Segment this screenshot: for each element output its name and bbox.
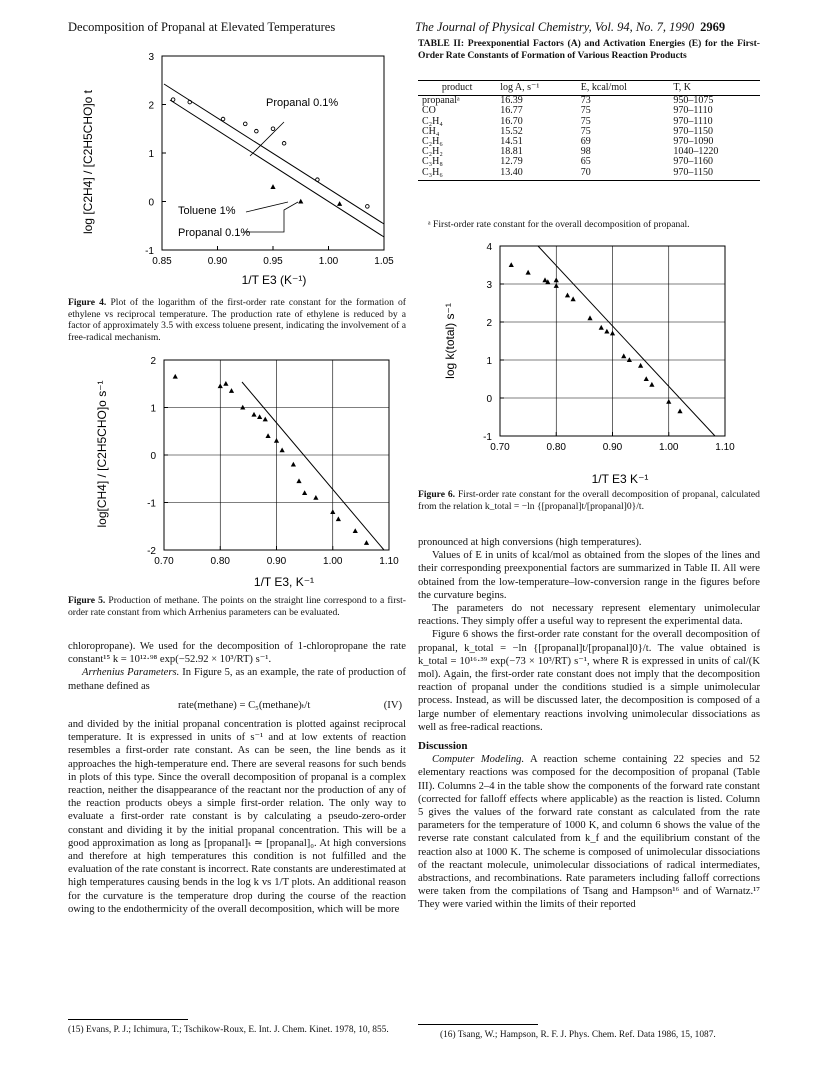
data-point — [366, 205, 370, 209]
data-point — [265, 433, 270, 438]
fig6-xlabel: 1/T E3 K⁻¹ — [591, 472, 649, 486]
table-2-col-header: product — [418, 81, 496, 96]
table-2-cell: 970–1150 — [673, 125, 713, 137]
data-point — [571, 296, 576, 301]
right-paragraph-5 — [418, 753, 760, 911]
running-head: Decomposition of Propanal at Elevated Temperatures — [68, 20, 336, 34]
data-point — [638, 363, 643, 368]
y-tick-label: -1 — [483, 432, 492, 443]
figure-6-caption-label: Figure 6. — [418, 489, 456, 500]
page-number: 2969 — [700, 20, 726, 34]
table-2-cell: CO — [422, 105, 436, 117]
data-point — [280, 447, 285, 452]
figure-5-plot — [74, 352, 404, 592]
table-2-cell: 970–1150 — [669, 168, 760, 181]
table-2-cell: 16.77 — [500, 105, 523, 117]
data-point — [330, 509, 335, 514]
footnote-16: (16) Tsang, W.; Hampson, R. F. J. Phys. Chem. Ref. Data 1986, 15, 1087. — [440, 1030, 716, 1040]
data-point — [677, 409, 682, 414]
table-2-cell: 65 — [580, 156, 591, 168]
table-2-cell: 75 — [580, 115, 591, 127]
fig4-label-propanal-top: Propanal 0.1% — [266, 97, 339, 109]
fig4-pointer-top — [250, 122, 284, 156]
arrhenius-heading: Arrhenius Parameters. — [82, 667, 180, 679]
table-2-cell: 970–1160 — [673, 156, 713, 168]
data-point — [604, 329, 609, 334]
data-point — [364, 540, 369, 545]
data-point — [526, 270, 531, 275]
fig4-ylabel: log [C2H4] / [C2H5CHO]o t — [81, 89, 95, 235]
left-paragraph-2 — [68, 666, 406, 692]
data-point — [353, 528, 358, 533]
data-point — [282, 142, 286, 146]
journal-citation — [415, 20, 725, 35]
y-tick-label: 3 — [148, 52, 154, 63]
x-tick-label: 0.90 — [266, 556, 287, 567]
table-2-cell: C₃H₆ — [418, 168, 496, 181]
table-2-cell: 970–1110 — [673, 115, 713, 127]
data-point — [313, 495, 318, 500]
fig5-xlabel: 1/T E3, K⁻¹ — [253, 575, 315, 589]
table-2-cell: CH₄ — [422, 125, 440, 137]
x-tick-label: 0.70 — [490, 442, 510, 453]
table-2-cell: 73 — [580, 95, 591, 107]
table-2-cell: 15.52 — [500, 125, 523, 137]
footnote-15: (15) Evans, P. J.; Ichimura, T.; Tschikow-Roux, E. Int. J. Chem. Kinet. 1978, 10, 855. — [68, 1025, 389, 1035]
x-tick-label: 0.70 — [154, 556, 174, 567]
table-2-cell: propanalᵃ — [422, 95, 460, 107]
right-paragraph-2: Values of E in units of kcal/mol as obtained from the slopes of the lines and their corresponding preexponential factors are summarized in Table II. All were obtained from the low-temperature–low-conversion range in the figures before the curvature begins. — [418, 550, 760, 601]
discussion-heading: Discussion — [418, 740, 468, 753]
table-2-grid — [418, 80, 760, 181]
right-paragraph-5-text: A reaction scheme containing 22 species and 52 elementary reactions was composed for the decomposition of propanal (Table III). Columns 2–4 in the table show the components of the forward rate constant (corrected for falloff effects where applicable) as the reaction is listed. Column 5 gives the values of the forward rate constant as calculated from the rate parameters for the temperature of 1000 K, and column 6 shows the value of the reverse rate constant calculated from k_f and the equilibrium constant of the reaction also at 1000 K. The scheme is composed of unimolecular dissociations of the reactant molecule, unimolecular dissociations of radical intermediates, abstractions, and recombinations. Rate parameters including falloff corrections were taken from the compilations of Tsang and Hampson¹⁶ and of Warnatz.¹⁷ They were varied within the limits of their reported — [418, 754, 760, 911]
data-point — [240, 405, 245, 410]
table-2-cell: 70 — [577, 168, 670, 181]
figure-6-caption-text: First-order rate constant for the overall decomposition of propanal, calculated from the relation k_total = −ln {[propanal]t/[propanal]0}/t. — [418, 489, 760, 512]
table-2-cell: 18.81 — [500, 146, 523, 158]
figure-6-caption — [418, 489, 760, 512]
data-point — [296, 478, 301, 483]
data-point — [298, 199, 303, 204]
table-2-cell: 12.79 — [500, 156, 523, 168]
data-point — [263, 417, 268, 422]
data-point — [649, 382, 654, 387]
x-tick-label: 0.90 — [207, 256, 228, 267]
journal-name: The Journal of Physical Chemistry, Vol. 94, No. 7, 1990 — [415, 20, 695, 34]
data-point — [666, 399, 671, 404]
y-tick-label: -2 — [147, 546, 156, 557]
figure-4-caption-text: Plot of the logarithm of the first-order rate constant for the formation of ethylene vs reciprocal temperature. The production rate of ethylene is reduced by a factor of approximately 3.5 with excess toluene present, indicating the involvement of a free-radical mechanism. — [68, 297, 406, 343]
table-2-cell: 69 — [580, 136, 591, 148]
data-point — [509, 262, 514, 267]
fig4-pointer-mid — [246, 202, 288, 212]
table-2-header-row — [418, 81, 760, 96]
table-2-cell: C₃H₈ — [422, 156, 443, 168]
data-point — [223, 381, 228, 386]
data-point — [610, 331, 615, 336]
data-point — [271, 127, 275, 131]
data-point — [337, 201, 342, 206]
left-footnote-rule — [68, 1019, 188, 1020]
right-footnote-rule — [418, 1024, 538, 1025]
table-2-title: TABLE II: Preexponential Factors (A) and Activation Energies (E) for the First-Order Rate Constants of Formation of Various Reaction Products — [418, 38, 760, 61]
data-point — [255, 129, 259, 133]
fig6-fit-line — [538, 246, 715, 436]
table-2-cell: 950–1075 — [673, 95, 714, 107]
table-2-cell: 970–1090 — [673, 136, 714, 148]
x-tick-label: 0.95 — [263, 256, 283, 267]
table-2-cell: C₂H₆ — [422, 136, 443, 148]
equation-IV-body: rate(methane) = C₅(methane)ₜ/t — [178, 699, 311, 711]
data-point — [565, 293, 570, 298]
x-tick-label: 0.90 — [602, 442, 623, 453]
y-tick-label: -1 — [145, 246, 154, 257]
data-point — [274, 438, 279, 443]
right-paragraph-3: The parameters do not necessary represent elementary unimolecular reactions. They simply offer a useful way to represent the experimental data. — [418, 603, 760, 628]
y-tick-label: 2 — [148, 100, 154, 112]
x-tick-label: 1.00 — [659, 442, 679, 453]
figure-6-plot — [440, 236, 740, 486]
figure-4-caption-label: Figure 4. — [68, 297, 107, 308]
x-tick-label: 1.05 — [374, 256, 394, 267]
table-2-cell: 75 — [580, 105, 591, 117]
data-point — [229, 388, 234, 393]
table-2-col-header: T, K — [669, 81, 760, 96]
data-point — [627, 357, 632, 362]
data-point — [243, 122, 247, 126]
y-tick-label: 4 — [486, 242, 492, 253]
table-2-row — [418, 168, 760, 181]
table-2-cell: 970–1110 — [673, 105, 713, 117]
x-tick-label: 1.10 — [715, 442, 735, 453]
table-2-cell: C₂H₄ — [422, 115, 443, 127]
figure-4-plot — [74, 52, 404, 290]
y-tick-label: 3 — [486, 280, 492, 291]
left-paragraph-2-text: In Figure 5, as an example, the rate of production of methane defined as — [68, 667, 406, 692]
data-point — [302, 490, 307, 495]
left-paragraph-3: and divided by the initial propanal concentration is plotted against reciprocal temperature. It is expressed in units of s⁻¹ and at low extents of reaction resembles a first-order rate constant. As can be seen, the line bends as it approaches the high-temperature end. There are several reasons for such bends in plots of this type. Since the overall decomposition of propanal is a complex reaction, neither the disappearance of the reactant nor the production of any of the reaction products obeys a simple first-order relation. The only way to evaluate a first-order rate constant is by calculating a pseudo-zero-order constant and dividing it by the initial propanal concentration. This will be a good approximation as long as [propanal]ₜ ≃ [propanal]₀. At high conversions and therefore at high temperatures this condition is not fulfilled and the evaluation of the rate constant is incorrect. Rate constants are underestimated at high temperatures causing bends in the log k vs 1/T plots. An additional reason for the curvature is the temperature drop during the course of the reaction owing to the endothermicity of the overall decomposition, which will be more — [68, 719, 406, 915]
table-2-cell: 16.70 — [500, 115, 523, 127]
left-column-text — [68, 640, 406, 916]
right-paragraph-1: pronounced at high conversions (high temperatures). — [418, 537, 642, 548]
x-tick-label: 1.10 — [379, 556, 399, 567]
y-tick-label: 1 — [148, 149, 154, 160]
fig4-label-propanal-bottom: Propanal 0.1% — [178, 227, 251, 239]
table-2-cell: 75 — [580, 125, 591, 137]
y-tick-label: -1 — [147, 498, 156, 510]
data-point — [621, 353, 626, 358]
table-2-cell: 14.51 — [500, 136, 523, 148]
fig4-xlabel: 1/T E3 (K⁻¹) — [241, 273, 307, 287]
fig4-pointer-bottom — [244, 202, 298, 232]
data-point — [251, 412, 256, 417]
x-tick-label: 0.80 — [546, 442, 566, 453]
figure-4-caption — [68, 297, 406, 343]
y-tick-label: 0 — [486, 394, 492, 405]
fig6-ylabel: log k(total) s⁻¹ — [443, 303, 457, 379]
figure-5-caption-text: Production of methane. The points on the straight line correspond to a first-order rate constant from which Arrhenius parameters can be evaluated. — [68, 595, 406, 618]
fig4-label-toluene: Toluene 1% — [178, 205, 236, 217]
data-point — [173, 374, 178, 379]
y-tick-label: 1 — [150, 403, 156, 415]
x-tick-label: 1.00 — [323, 556, 343, 567]
right-paragraph-4: Figure 6 shows the first-order rate constant for the overall decomposition of propanal, k_total = −ln {[propanal]t/[propanal]0}/t. The value obtained is k_total = 10¹⁶·³⁹ exp(−73 × 10³/RT) s⁻¹, where R is expressed in units of cal/(K mol). Again, the first-order rate constant does not imply that the decomposition reaction of propanal under the conditions studied is a simple unimolecular process. Instead, as will be discussed later, the decomposition is composed of a large number of elementary reactions involving unimolecular dissociations as well as free-radical reactions. — [418, 629, 760, 733]
table-2-cell: 1040–1220 — [673, 146, 719, 158]
y-tick-label: 0 — [150, 451, 156, 462]
y-tick-label: 0 — [148, 197, 154, 209]
table-2-footnote: ᵃ First-order rate constant for the overall decomposition of propanal. — [428, 219, 690, 230]
data-point — [291, 462, 296, 467]
table-2-cell: 13.40 — [496, 168, 577, 181]
fig5-ylabel: log[CH4] / [C2H5CHO]o s⁻¹ — [95, 380, 109, 528]
data-point — [218, 383, 223, 388]
data-point — [270, 184, 275, 189]
data-point — [257, 414, 262, 419]
table-2-cell: 16.39 — [500, 95, 523, 107]
table-2 — [418, 80, 760, 181]
data-point — [644, 376, 649, 381]
equation-IV-number: (IV) — [383, 699, 402, 711]
table-2-col-header: log A, s⁻¹ — [496, 81, 577, 96]
table-2-cell: 98 — [580, 146, 591, 158]
x-tick-label: 0.80 — [210, 556, 230, 567]
x-tick-label: 1.00 — [318, 256, 339, 267]
right-column-text — [418, 536, 760, 912]
y-tick-label: 2 — [486, 318, 492, 329]
computer-modeling-heading: Computer Modeling. — [432, 754, 525, 766]
figure-5-caption — [68, 595, 406, 618]
data-point — [587, 315, 592, 320]
y-tick-label: 1 — [486, 356, 492, 367]
data-point — [599, 325, 604, 330]
table-2-col-header: E, kcal/mol — [577, 81, 670, 96]
x-tick-label: 0.85 — [152, 256, 172, 267]
data-point — [554, 277, 559, 282]
table-2-cell: C₂H₂ — [422, 146, 443, 158]
left-paragraph-1: chloropropane). We used for the decomposition of 1-chloropropane the rate constant¹⁵ k = 10¹²·⁹⁸ exp(−52.92 × 10³/RT) s⁻¹. — [68, 641, 406, 666]
y-tick-label: 2 — [150, 356, 156, 367]
equation-IV — [68, 699, 406, 712]
data-point — [336, 516, 341, 521]
figure-5-caption-label: Figure 5. — [68, 595, 106, 606]
